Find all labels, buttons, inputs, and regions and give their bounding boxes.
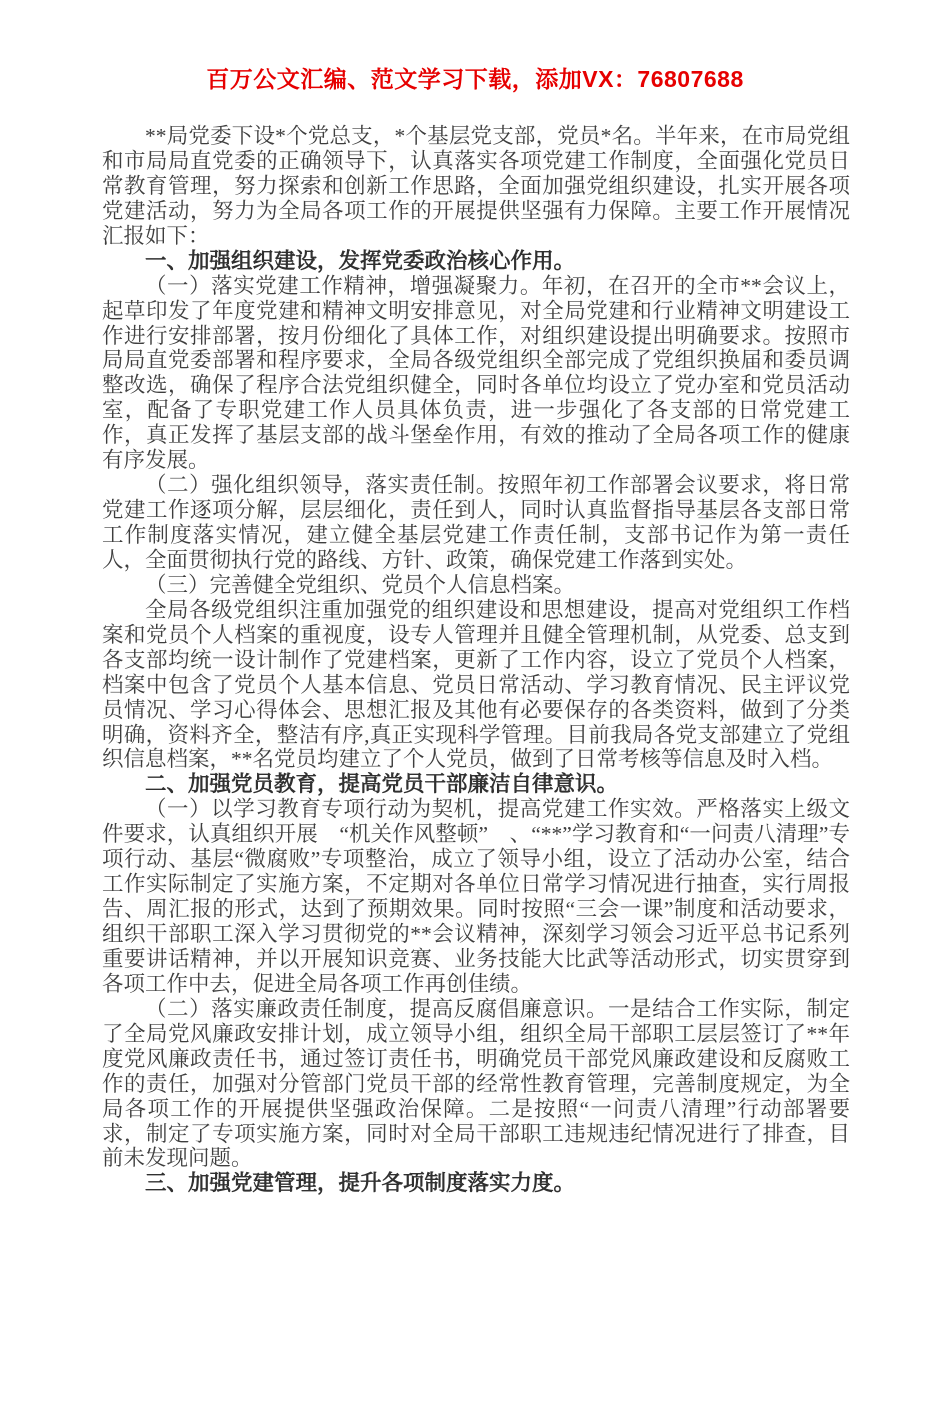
document-body [102, 124, 850, 1196]
paragraph: 全局各级党组织注重加强党的组织建设和思想建设，提高对党组织工作档案和党员个人档案的重视度，设专人管理并且健全管理机制，从党委、总支到各支部均统一设计制作了党建档案，更新了工作内容，设立了党员个人档案，档案中包含了党员个人基本信息、党员日常活动、学习教育情况、民主评议党员情况、学习心得体会、思想汇报及其他有必要保存的各类资料，做到了分类明确，资料齐全，整洁有序,真正实现科学管理。目前我局各党支部建立了党组织信息档案，**名党员均建立了个人党员，做到了日常考核等信息及时入档。 [102, 597, 850, 772]
paragraph: （一）以学习教育专项行动为契机，提高党建工作实效。严格落实上级文件要求，认真组织开展 “机关作风整顿” 、“**”学习教育和“一问责八清理”专项行动、基层“微腐败”专项整治，成立了领导小组，设立了活动办公室，结合工作实际制定了实施方案，不定期对各单位日常学习情况进行抽查，实行周报告、周汇报的形式，达到了预期效果。同时按照“三会一课”制度和活动要求，组织干部职工深入学习贯彻党的**会议精神，深刻学习领会习近平总书记系列重要讲话精神，并以开展知识竞赛、业务技能大比武等活动形式，切实贯穿到各项工作中去，促进全局各项工作再创佳绩。 [102, 797, 850, 996]
section-heading: 一、加强组织建设，发挥党委政治核心作用。 [145, 248, 576, 273]
promo-banner-text: 百万公文汇编、范文学习下载，添加VX：76807688 [206, 66, 744, 92]
paragraph: （三）完善健全党组织、党员个人信息档案。 [145, 572, 576, 597]
section-heading: 三、加强党建管理，提升各项制度落实力度。 [145, 1171, 576, 1196]
document-page [0, 64, 950, 1408]
paragraph: （二）强化组织领导，落实责任制。按照年初工作部署会议要求，将日常党建工作逐项分解，层层细化，责任到人，同时认真监督指导基层各支部日常工作制度落实情况，建立健全基层党建工作责任制，支部书记作为第一责任人，全面贯彻执行党的路线、方针、政策，确保党建工作落到实处。 [102, 473, 850, 572]
paragraph: （一）落实党建工作精神，增强凝聚力。年初，在召开的全市**会议上，起草印发了年度党建和精神文明安排意见，对全局党建和行业精神文明建设工作进行安排部署，按月份细化了具体工作，对组织建设提出明确要求。按照市局局直党委部署和程序要求，全局各级党组织全部完成了党组织换届和委员调整改选，确保了程序合法党组织健全，同时各单位均设立了党办室和党员活动室，配备了专职党建工作人员具体负责，进一步强化了各支部的日常党建工作，真正发挥了基层支部的战斗堡垒作用，有效的推动了全局各项工作的健康有序发展。 [102, 273, 850, 473]
section-heading: 二、加强党员教育，提高党员干部廉洁自律意识。 [145, 772, 619, 797]
paragraph: **局党委下设*个党总支，*个基层党支部，党员*名。半年来，在市局党组和市局局直党委的正确领导下，认真落实各项党建工作制度，全面强化党员日常教育管理，努力探索和创新工作思路，全面加强党组织建设，扎实开展各项党建活动，努力为全局各项工作的开展提供坚强有力保障。主要工作开展情况汇报如下： [102, 124, 850, 248]
paragraph: （二）落实廉政责任制度，提高反腐倡廉意识。一是结合工作实际，制定了全局党风廉政安排计划，成立领导小组，组织全局干部职工层层签订了**年度党风廉政责任书，通过签订责任书，明确党员干部党风廉政建设和反腐败工作的责任，加强对分管部门党员干部的经常性教育管理，完善制度规定，为全局各项工作的开展提供坚强政治保障。二是按照“一问责八清理”行动部署要求，制定了专项实施方案，同时对全局干部职工违规违纪情况进行了排查，目前未发现问题。 [102, 996, 850, 1171]
